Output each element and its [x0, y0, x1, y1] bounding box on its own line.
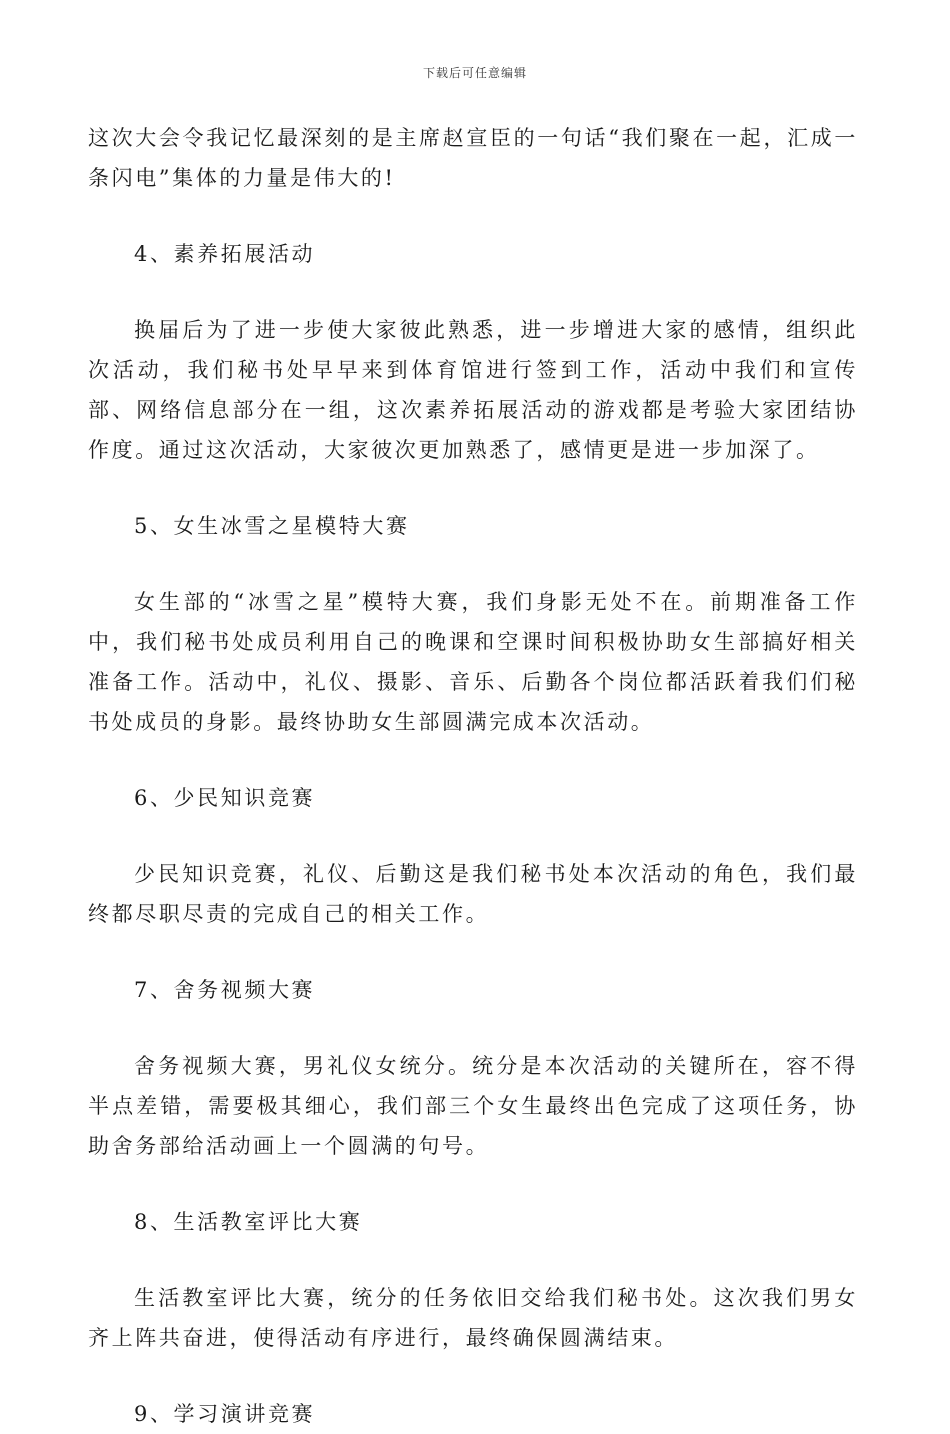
spacer: [88, 1358, 858, 1394]
spacer: [88, 274, 858, 310]
spacer: [88, 1166, 858, 1202]
spacer: [88, 546, 858, 582]
spacer: [88, 470, 858, 506]
section-body-5: 女生部的“冰雪之星”模特大赛，我们身影无处不在。前期准备工作中，我们秘书处成员利用自己的晚课和空课时间积极协助女生部搞好相关准备工作。活动中，礼仪、摄影、音乐、后勤各个岗位都活跃着我们们秘书处成员的身影。最终协助女生部圆满完成本次活动。: [88, 590, 858, 734]
spacer: [88, 198, 858, 234]
spacer: [88, 1010, 858, 1046]
document-body: [88, 118, 858, 1434]
section-heading-6: 6、少民知识竞赛: [134, 786, 316, 810]
spacer: [88, 742, 858, 778]
spacer: [88, 1242, 858, 1278]
section-heading-9: 9、学习演讲竞赛: [134, 1402, 316, 1426]
section-body-7: 舍务视频大赛，男礼仪女统分。统分是本次活动的关键所在，容不得半点差错，需要极其细心，我们部三个女生最终出色完成了这项任务，协助舍务部给活动画上一个圆满的句号。: [88, 1054, 858, 1158]
section-body-8: 生活教室评比大赛，统分的任务依旧交给我们秘书处。这次我们男女齐上阵共奋进，使得活动有序进行，最终确保圆满结束。: [88, 1286, 858, 1350]
spacer: [88, 818, 858, 854]
section-heading-8: 8、生活教室评比大赛: [134, 1210, 363, 1234]
section-heading-7: 7、舍务视频大赛: [134, 978, 316, 1002]
section-body-6: 少民知识竞赛，礼仪、后勤这是我们秘书处本次活动的角色，我们最终都尽职尽责的完成自己的相关工作。: [88, 862, 858, 926]
section-heading-5: 5、女生冰雪之星模特大赛: [134, 514, 410, 538]
page-header-note: 下载后可任意编辑: [422, 66, 527, 80]
intro-paragraph: 这次大会令我记忆最深刻的是主席赵宣臣的一句话“我们聚在一起，汇成一条闪电”集体的力量是伟大的!: [88, 126, 858, 190]
section-heading-4: 4、素养拓展活动: [134, 242, 316, 266]
section-body-4: 换届后为了进一步使大家彼此熟悉，进一步增进大家的感情，组织此次活动，我们秘书处早早来到体育馆进行签到工作，活动中我们和宣传部、网络信息部分在一组，这次素养拓展活动的游戏都是考验大家团结协作度。通过这次活动，大家彼次更加熟悉了，感情更是进一步加深了。: [88, 318, 858, 462]
spacer: [88, 934, 858, 970]
